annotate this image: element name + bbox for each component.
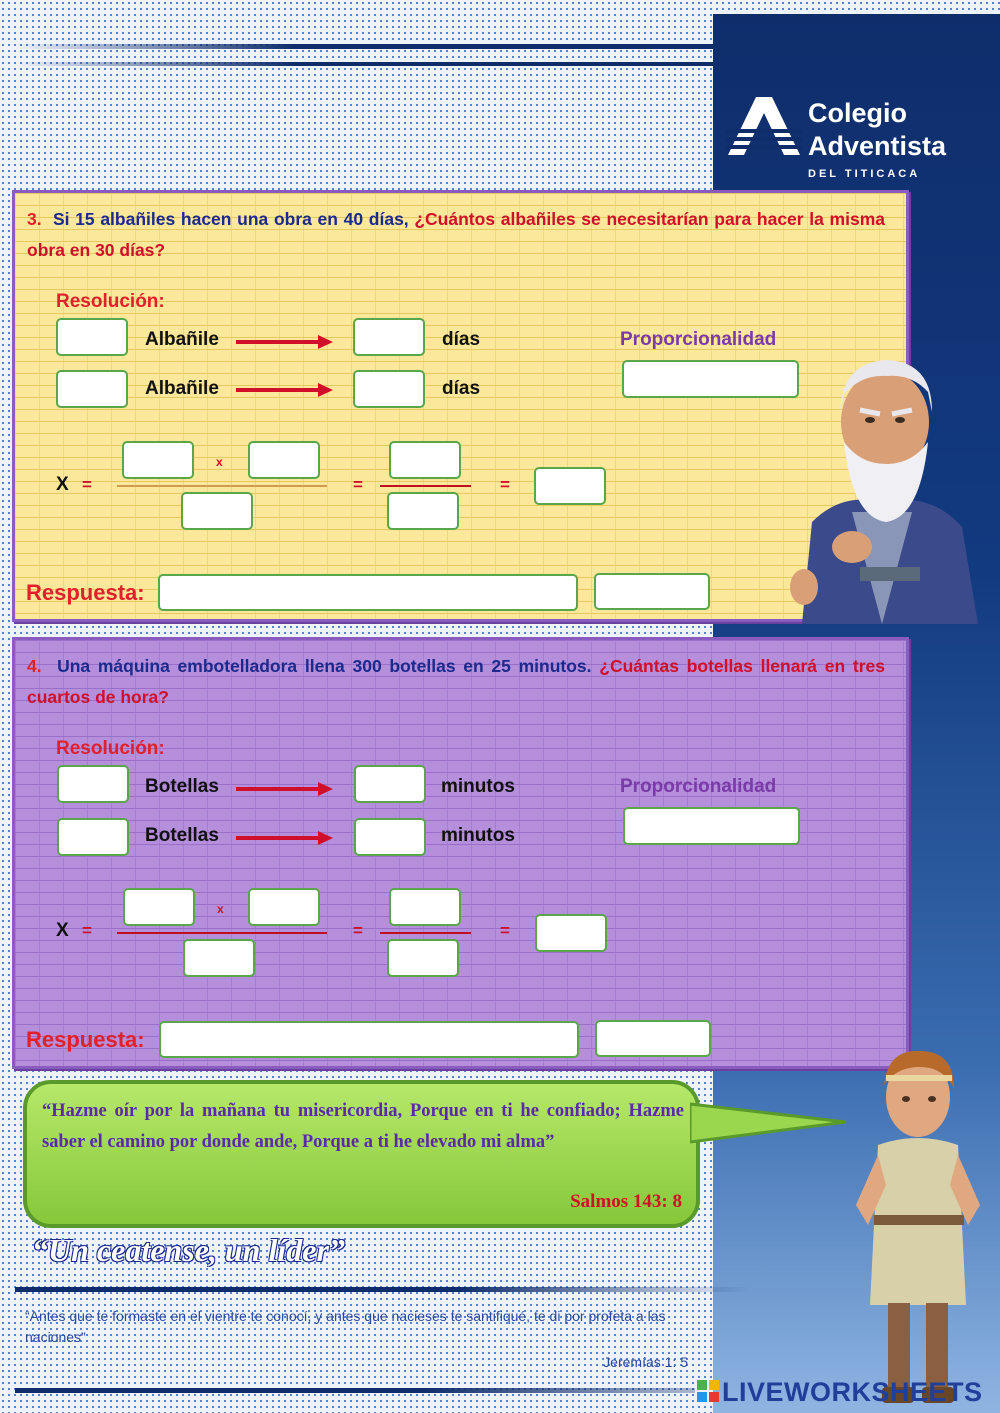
p3-numerator-b-input[interactable] bbox=[248, 441, 320, 479]
p4-row1-unit-left: Botellas bbox=[145, 776, 219, 797]
p3-final-result-input[interactable] bbox=[534, 467, 606, 505]
p4-proportionality-label: Proporcionalidad bbox=[620, 776, 777, 797]
p4-numerator-a-input[interactable] bbox=[123, 888, 195, 926]
p4-row1-right-input[interactable] bbox=[354, 765, 426, 803]
p3-row1-right-input[interactable] bbox=[353, 318, 425, 356]
school-name-line1: Colegio bbox=[808, 98, 907, 128]
problem-3-text-part1: Si 15 albañiles hacen una obra en 40 días, bbox=[52, 209, 409, 229]
p3-row1-arrow-icon bbox=[236, 335, 333, 349]
footer-verse: “Antes que te formaste en el vientre te conocí, y antes que nacieses te santifiqué, te di por profeta a las naciones” bbox=[25, 1308, 666, 1345]
p4-answer-label: Respuesta: bbox=[26, 1027, 145, 1052]
footer-stripe-1 bbox=[15, 1287, 753, 1292]
p4-x-label: X bbox=[56, 920, 69, 941]
scripture-quote-reference: Salmos 143: 8 bbox=[570, 1191, 682, 1212]
top-stripe-2 bbox=[15, 62, 713, 66]
p3-proportionality-label: Proporcionalidad bbox=[620, 329, 777, 350]
school-subtitle: DEL TITICACA bbox=[808, 168, 921, 180]
p3-times-sign: x bbox=[216, 455, 223, 469]
scripture-quote-text: “Hazme oír por la mañana tu misericordia, Porque en ti he confiado; Hazme saber el camino por donde ande, Porque a ti he elevado mi alma” bbox=[42, 1101, 684, 1152]
p4-final-result-input[interactable] bbox=[535, 914, 607, 952]
boy-character-illustration bbox=[848, 1045, 988, 1410]
p4-numerator-b-input[interactable] bbox=[248, 888, 320, 926]
p3-row2-arrow-icon bbox=[236, 383, 333, 397]
p3-equals-2: = bbox=[353, 475, 363, 494]
p4-denominator-input[interactable] bbox=[183, 939, 255, 977]
p4-fraction-line-2 bbox=[380, 932, 471, 934]
problem-4-text-part2: ¿Cuántas botellas llenará en tres cuartos de hora? bbox=[27, 656, 885, 707]
p3-equals-3: = bbox=[500, 475, 510, 494]
p3-x-label: X bbox=[56, 474, 69, 495]
p4-denominator-result-input[interactable] bbox=[387, 939, 459, 977]
p4-equals-3: = bbox=[500, 921, 510, 940]
p3-denominator-input[interactable] bbox=[181, 492, 253, 530]
p3-answer-label: Respuesta: bbox=[26, 580, 145, 605]
problem-4-number: 4. bbox=[27, 656, 42, 676]
p4-equals-1: = bbox=[82, 921, 92, 940]
school-motto: “Un ceatense, un líder” bbox=[32, 1232, 345, 1268]
elder-character-illustration bbox=[782, 352, 982, 624]
p4-row1-unit-right: minutos bbox=[441, 776, 515, 797]
p4-times-sign: x bbox=[217, 902, 224, 916]
problem-3-text-part2: ¿Cuántos albañiles se necesitarían para hacer la misma obra en 30 días? bbox=[27, 209, 885, 260]
problem-4-text-part1: Una máquina embotelladora llena 300 botellas en 25 minutos. bbox=[57, 656, 592, 676]
footer-verse-reference: Jeremías 1: 5 bbox=[603, 1354, 688, 1370]
p4-proportionality-input[interactable] bbox=[623, 807, 800, 845]
problem-4-resolution-label: Resolución: bbox=[56, 738, 165, 759]
p4-row1-left-input[interactable] bbox=[57, 765, 129, 803]
p4-numerator-result-input[interactable] bbox=[389, 888, 461, 926]
p3-fraction-line-2 bbox=[380, 485, 471, 487]
p3-fraction-line-1 bbox=[117, 485, 327, 487]
p3-row1-unit-left: Albañile bbox=[145, 329, 219, 350]
p4-row2-arrow-icon bbox=[236, 831, 333, 845]
p4-row2-unit-right: minutos bbox=[441, 825, 515, 846]
liveworksheets-watermark: LIVEWORKSHEETS bbox=[722, 1377, 983, 1407]
school-name-line2: Adventista bbox=[808, 131, 947, 161]
p4-fraction-line-1 bbox=[117, 932, 327, 934]
p3-proportionality-input[interactable] bbox=[622, 360, 799, 398]
p3-numerator-a-input[interactable] bbox=[122, 441, 194, 479]
p4-row2-right-input[interactable] bbox=[354, 818, 426, 856]
p4-row2-unit-left: Botellas bbox=[145, 825, 219, 846]
p4-answer-unit-input[interactable] bbox=[595, 1020, 711, 1057]
p3-numerator-result-input[interactable] bbox=[389, 441, 461, 479]
problem-3-resolution-label: Resolución: bbox=[56, 291, 165, 312]
top-stripe-1 bbox=[15, 44, 713, 49]
p4-row1-arrow-icon bbox=[236, 782, 333, 796]
p3-row1-left-input[interactable] bbox=[56, 318, 128, 356]
p3-answer-unit-input[interactable] bbox=[594, 573, 710, 610]
problem-3-question bbox=[27, 204, 885, 266]
p3-denominator-result-input[interactable] bbox=[387, 492, 459, 530]
p4-equals-2: = bbox=[353, 921, 363, 940]
problem-4-question bbox=[27, 651, 885, 713]
p3-equals-1: = bbox=[82, 475, 92, 494]
problem-3-number: 3. bbox=[27, 209, 42, 229]
p3-row2-left-input[interactable] bbox=[56, 370, 128, 408]
p3-row1-unit-right: días bbox=[442, 329, 481, 350]
p3-answer-text-input[interactable] bbox=[158, 574, 578, 611]
p3-row2-unit-left: Albañile bbox=[145, 378, 219, 399]
p3-row2-unit-right: días bbox=[442, 378, 481, 399]
p3-row2-right-input[interactable] bbox=[353, 370, 425, 408]
p4-answer-text-input[interactable] bbox=[159, 1021, 579, 1058]
speech-bubble-tail-icon bbox=[690, 1100, 850, 1150]
school-logo-icon bbox=[726, 95, 802, 157]
p4-row2-left-input[interactable] bbox=[57, 818, 129, 856]
liveworksheets-logo-icon bbox=[697, 1380, 719, 1402]
footer-stripe-2 bbox=[15, 1388, 695, 1393]
